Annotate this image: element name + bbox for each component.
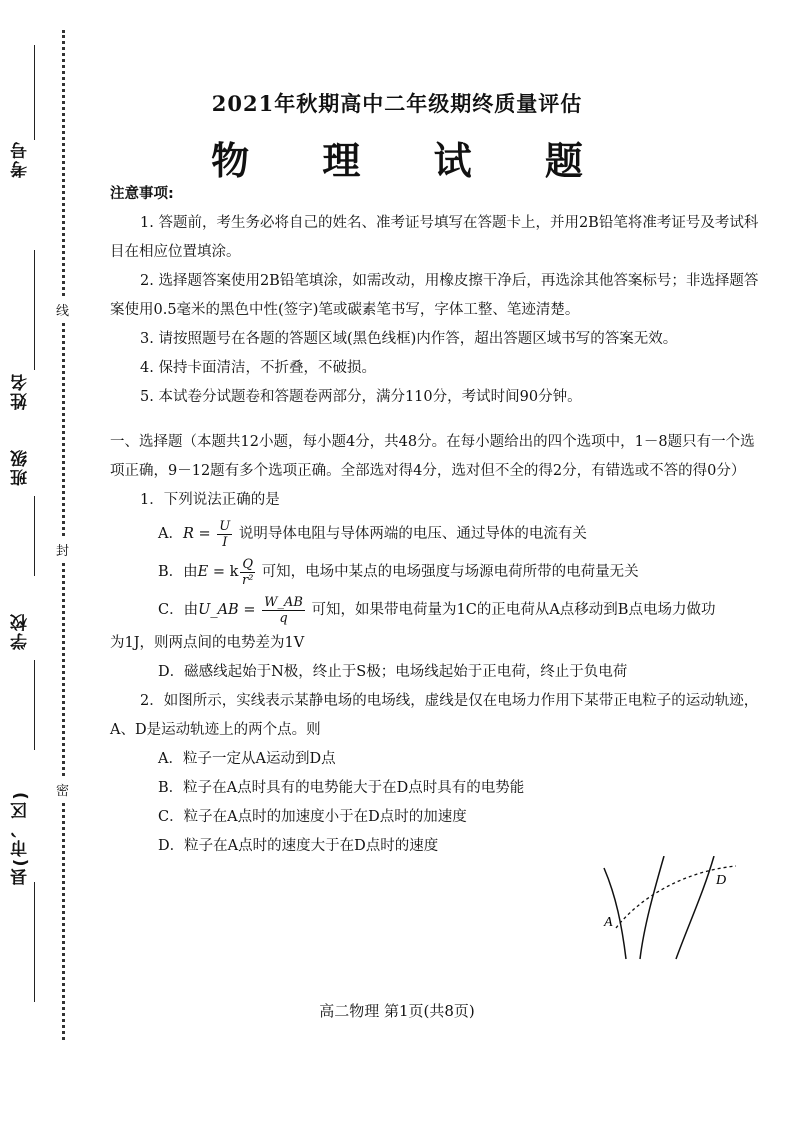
- formula-lhs: U_AB: [198, 602, 239, 618]
- county-label: 县(市、区): [11, 790, 31, 886]
- fraction-numerator: W_AB: [264, 594, 303, 610]
- point-a-label: A: [604, 915, 613, 930]
- q1-option-d: D．磁感线起始于N极，终止于S极；电场线起始于正电荷，终止于负电荷: [158, 664, 628, 680]
- q1-option-c: [110, 591, 760, 629]
- page-footer: 高二物理 第1页(共8页): [319, 1002, 475, 1020]
- q1-option-b: [110, 553, 760, 591]
- fraction-denominator: I: [222, 534, 228, 550]
- q2-option-d: D．粒子在A点时的速度大于在D点时的速度: [158, 838, 439, 854]
- notice-item: 5. 本试卷分试题卷和答题卷两部分，满分110分，考试时间90分钟。: [140, 389, 582, 405]
- name-line: [34, 250, 35, 370]
- option-text: 可知，电场中某点的电场强度与场源电荷所带的电荷量无关: [257, 564, 639, 580]
- seal-mark-dense: 密: [56, 778, 69, 801]
- field-line: [604, 868, 626, 959]
- fraction: [262, 595, 305, 626]
- seal-mark-line: 线: [56, 298, 69, 321]
- option-label: C．由: [158, 602, 199, 618]
- notice-item: 2. 选择题答案使用2B铅笔填涂，如需改动，用橡皮擦干净后，再选涂其他答案标号；非选择题答案使用0.5毫米的黑色中性(签字)笔或碳素笔书写，字体工整、笔迹清楚。: [110, 273, 759, 318]
- fraction-numerator: Q: [242, 556, 254, 572]
- section-heading: 一、选择题（本题共12小题，每小题4分，共48分。在每小题给出的四个选项中，1－8题只有一个选项正确，9－12题有多个选项正确。全部选对得4分，选对但不全的得2分，有错选或不答的得0分）: [110, 434, 755, 479]
- notice-item: 3. 请按照题号在各题的答题区域(黑色线框)内作答，超出答题区域书写的答案无效。: [140, 331, 678, 347]
- class-line: [34, 496, 35, 576]
- formula-lhs: E: [197, 564, 209, 580]
- question-2-stem: 2．如图所示，实线表示某静电场的电场线，虚线是仅在电场力作用下某带正电粒子的运动轨迹，A、D是运动轨迹上的两个点。则: [110, 693, 759, 738]
- q2-option-c: C．粒子在A点时的加速度小于在D点时的加速度: [158, 809, 467, 825]
- school-label: 学校: [11, 612, 31, 650]
- question-1-stem: 1．下列说法正确的是: [140, 492, 280, 508]
- option-text: 说明导体电阻与导体两端的电压、通过导体的电流有关: [234, 526, 587, 542]
- option-text: 可知，如果带电荷量为1C的正电荷从A点移动到B点电场力做功: [306, 602, 716, 618]
- point-d-label: D: [716, 873, 727, 888]
- q1-option-c-continued: 为1J，则两点间的电势差为1V: [110, 635, 305, 651]
- exam-content: [110, 180, 760, 861]
- fraction: [240, 557, 255, 588]
- option-label: A．: [158, 526, 183, 542]
- class-label: 班级: [11, 448, 31, 486]
- option-label: B．由: [158, 564, 198, 580]
- notice-item: 1. 答题前，考生务必将自己的姓名、准考证号填写在答题卡上，并用2B铅笔将准考证号及考试科目在相应位置填涂。: [110, 215, 759, 260]
- seal-mark-seal: 封: [56, 538, 69, 561]
- field-line: [640, 856, 664, 959]
- formula-lhs: R: [182, 526, 194, 542]
- name-label: 姓名: [11, 372, 31, 410]
- subject-title: 物 理 试 题: [211, 138, 613, 183]
- formula-equals: =: [193, 526, 216, 542]
- q1-option-a: [110, 515, 760, 553]
- q2-option-a: A．粒子一定从A运动到D点: [158, 751, 336, 767]
- formula-equals: = k: [208, 564, 239, 580]
- fraction-denominator: q: [279, 610, 288, 626]
- exam-title: 2021年秋期高中二年级期终质量评估: [211, 91, 583, 116]
- county-line: [34, 882, 35, 1002]
- formula-equals: =: [238, 602, 261, 618]
- exam-number-label: 考号: [11, 140, 31, 178]
- notice-heading: 注意事项:: [110, 186, 174, 202]
- fraction: [217, 519, 232, 550]
- electric-field-figure: [596, 856, 746, 961]
- school-line: [34, 660, 35, 750]
- q2-option-b: B．粒子在A点时具有的电势能大于在D点时具有的电势能: [158, 780, 525, 796]
- notice-item: 4. 保持卡面清洁，不折叠，不破损。: [140, 360, 376, 376]
- fraction-denominator: r²: [242, 572, 254, 588]
- fraction-numerator: U: [219, 518, 231, 534]
